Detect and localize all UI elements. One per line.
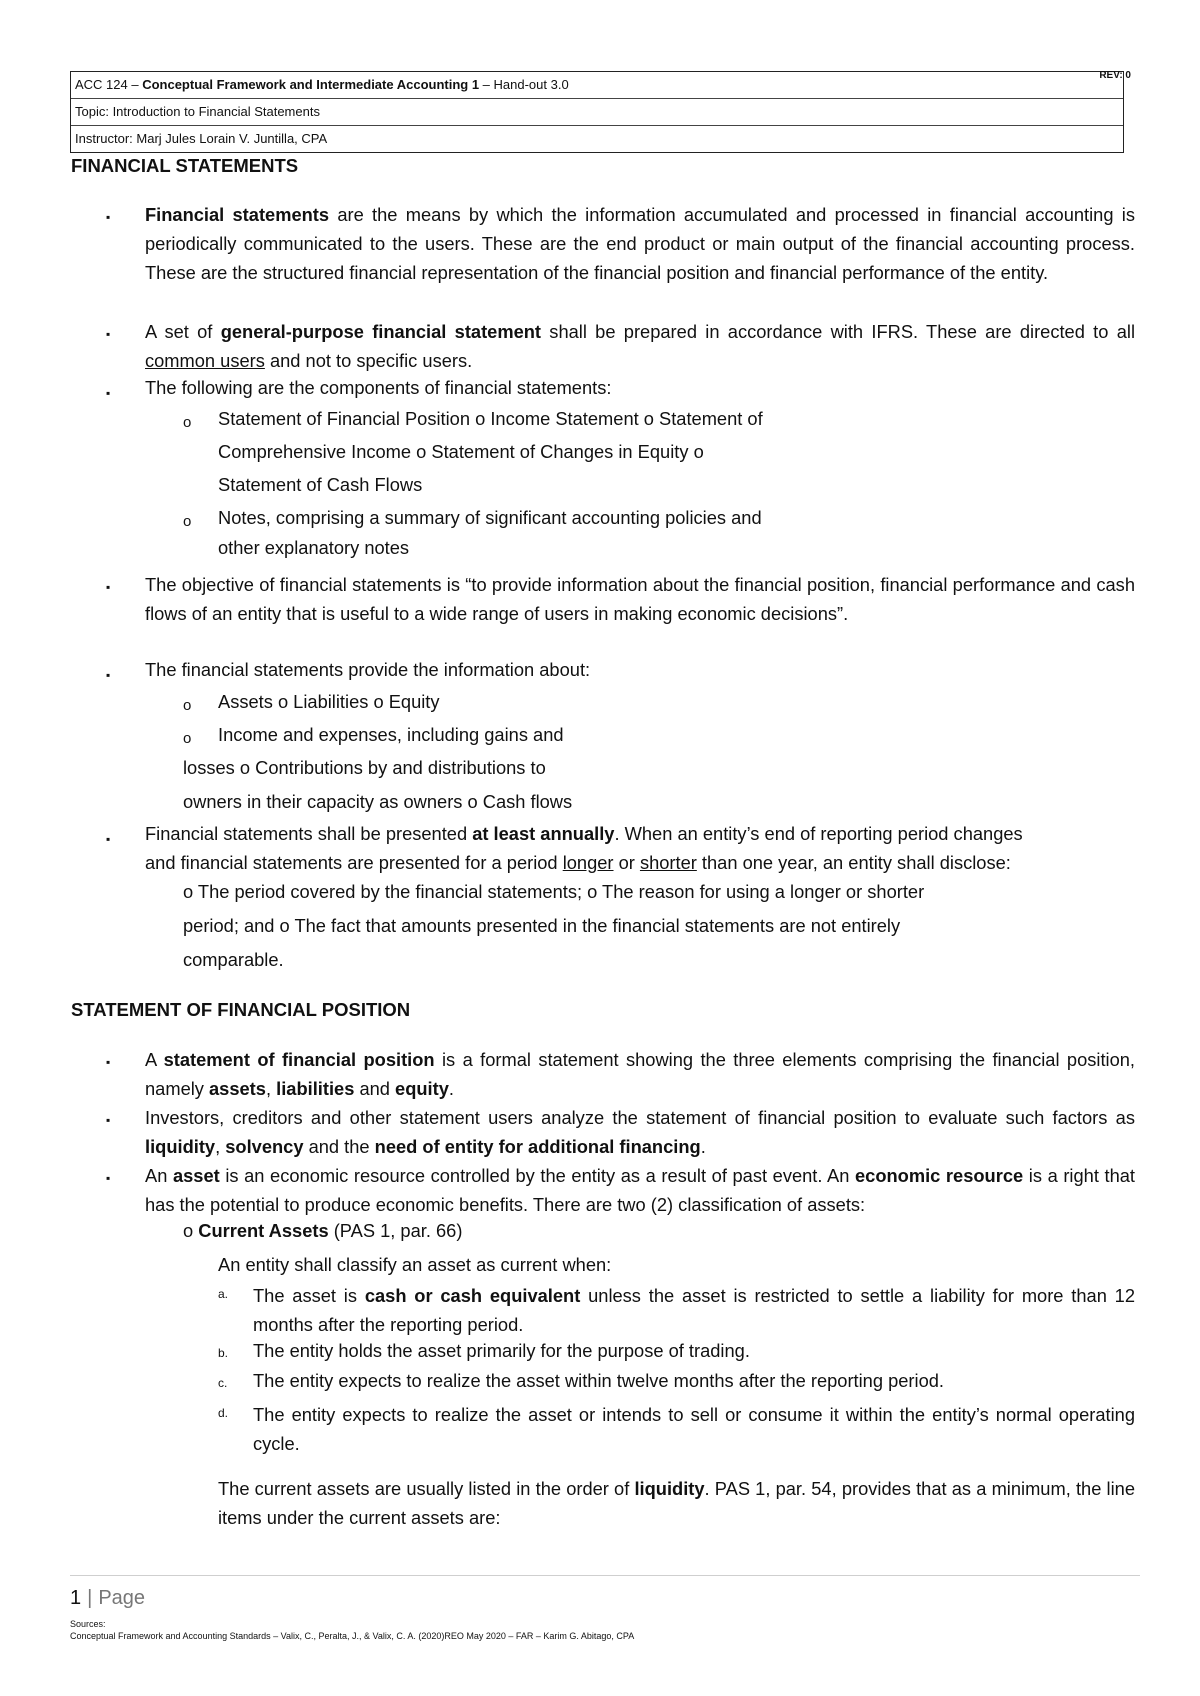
bullet-icon: ▪ <box>106 1113 111 1127</box>
bullet-icon: ▪ <box>106 580 111 594</box>
instructor-row: Instructor: Marj Jules Lorain V. Juntilla, CPA <box>75 131 328 146</box>
sofp-bullet-2: Investors, creditors and other statement users analyze the statement of financial position to evaluate such factors as liquidity, solvency and the need of entity for additional financing. <box>145 1107 1135 1157</box>
course-row: ACC 124 – Conceptual Framework and Intermediate Accounting 1 – Hand-out 3.0 <box>71 72 1123 99</box>
revision-label: REV: 0 <box>1099 70 1131 81</box>
circle-bullet-icon: o <box>183 414 192 431</box>
fs-disclose-line-1: o The period covered by the financial statements; o The reason for using a longer or shorter <box>183 881 925 902</box>
circle-bullet-icon: o <box>183 730 192 747</box>
fs-disclose-line-2: period; and o The fact that amounts presented in the financial statements are not entirely <box>183 915 901 936</box>
fs-disclose-line-3: comparable. <box>183 949 284 970</box>
list-letter: c. <box>218 1376 228 1390</box>
fs-bullet-6-line-2: and financial statements are presented for a period longer or shorter than one year, an entity shall disclose: <box>145 852 1011 873</box>
course-title: Conceptual Framework and Intermediate Accounting 1 <box>142 77 480 92</box>
bullet-icon: ▪ <box>106 832 111 846</box>
bullet-icon: ▪ <box>106 1171 111 1185</box>
circle-bullet-icon: o <box>183 697 192 714</box>
current-assets-intro: An entity shall classify an asset as current when: <box>218 1254 612 1275</box>
fs-info-line-4: owners in their capacity as owners o Cash flows <box>183 791 573 812</box>
footer-divider <box>70 1575 1140 1576</box>
list-letter: a. <box>218 1287 229 1301</box>
fs-bullet-2: A set of general-purpose financial statement shall be prepared in accordance with IFRS. These are directed to all common users and not to specific users. <box>145 321 1136 371</box>
list-letter: b. <box>218 1346 229 1360</box>
fs-info-line-2: Income and expenses, including gains and <box>218 724 564 745</box>
bullet-icon: ▪ <box>106 1055 111 1069</box>
bullet-icon: ▪ <box>106 327 111 341</box>
current-asset-criterion-a: The asset is cash or cash equivalent unless the asset is restricted to settle a liability for more than 12 months after the reporting period. <box>253 1285 1135 1335</box>
current-assets-order-paragraph: The current assets are usually listed in the order of liquidity. PAS 1, par. 54, provides that as a minimum, the line items under the current assets are: <box>218 1478 1135 1528</box>
fs-component-line-4: Notes, comprising a summary of significant accounting policies and <box>218 507 762 528</box>
fs-bullet-3: The following are the components of financial statements: <box>145 377 612 398</box>
bullet-icon: ▪ <box>106 386 111 400</box>
sources-text: Conceptual Framework and Accounting Standards – Valix, C., Peralta, J., & Valix, C. A. (2020)REO May 2020 – FAR – Karim G. Abitago, CPA <box>70 1631 635 1641</box>
fs-component-line-2: Comprehensive Income o Statement of Changes in Equity o <box>218 441 704 462</box>
list-letter: d. <box>218 1406 229 1420</box>
circle-bullet-icon: o <box>183 513 192 530</box>
sources-label: Sources: <box>70 1619 106 1629</box>
current-asset-criterion-b: The entity holds the asset primarily for the purpose of trading. <box>253 1340 750 1361</box>
sofp-bullet-1: A statement of financial position is a formal statement showing the three elements comprising the financial position, namely assets, liabilities and equity. <box>145 1049 1136 1099</box>
fs-bullet-4: The objective of financial statements is “to provide information about the financial position, financial performance and cash flows of an entity that is useful to a wide range of users in making economic decisions”. <box>145 574 1135 624</box>
bullet-icon: ▪ <box>106 668 111 682</box>
fs-bullet-1: Financial statements are the means by which the information accumulated and processed in financial accounting is periodically communicated to the users. These are the end product or main output of the financial accounting process. These are the structured financial representation of the financial position and financial performance of the entity. <box>145 204 1135 283</box>
topic-row: Topic: Introduction to Financial Statements <box>71 99 1123 126</box>
fs-bullet-5: The financial statements provide the information about: <box>145 659 591 680</box>
header-table <box>70 70 1131 153</box>
sofp-bullet-3: An asset is an economic resource controlled by the entity as a result of past event. An economic resource is a right that has the potential to produce economic benefits. There are two (2) classification of assets: <box>145 1165 1135 1215</box>
section-title-sofp: STATEMENT OF FINANCIAL POSITION <box>71 999 411 1020</box>
fs-component-line-3: Statement of Cash Flows <box>218 474 423 495</box>
fs-component-line-1: Statement of Financial Position o Income Statement o Statement of <box>218 408 763 429</box>
bullet-icon: ▪ <box>106 210 111 224</box>
current-asset-criterion-d: The entity expects to realize the asset or intends to sell or consume it within the entity’s normal operating cycle. <box>253 1404 1135 1454</box>
section-title-financial-statements: FINANCIAL STATEMENTS <box>71 155 299 176</box>
current-asset-criterion-c: The entity expects to realize the asset within twelve months after the reporting period. <box>253 1370 944 1391</box>
page-number: 1 | Page <box>70 1587 146 1609</box>
current-assets-heading: o Current Assets (PAS 1, par. 66) <box>183 1220 463 1241</box>
fs-info-line-3: losses o Contributions by and distributions to <box>183 757 546 778</box>
fs-component-line-5: other explanatory notes <box>218 537 410 558</box>
fs-bullet-6-line-1: Financial statements shall be presented at least annually. When an entity’s end of reporting period changes <box>145 823 1023 844</box>
fs-info-line-1: Assets o Liabilities o Equity <box>218 691 440 712</box>
